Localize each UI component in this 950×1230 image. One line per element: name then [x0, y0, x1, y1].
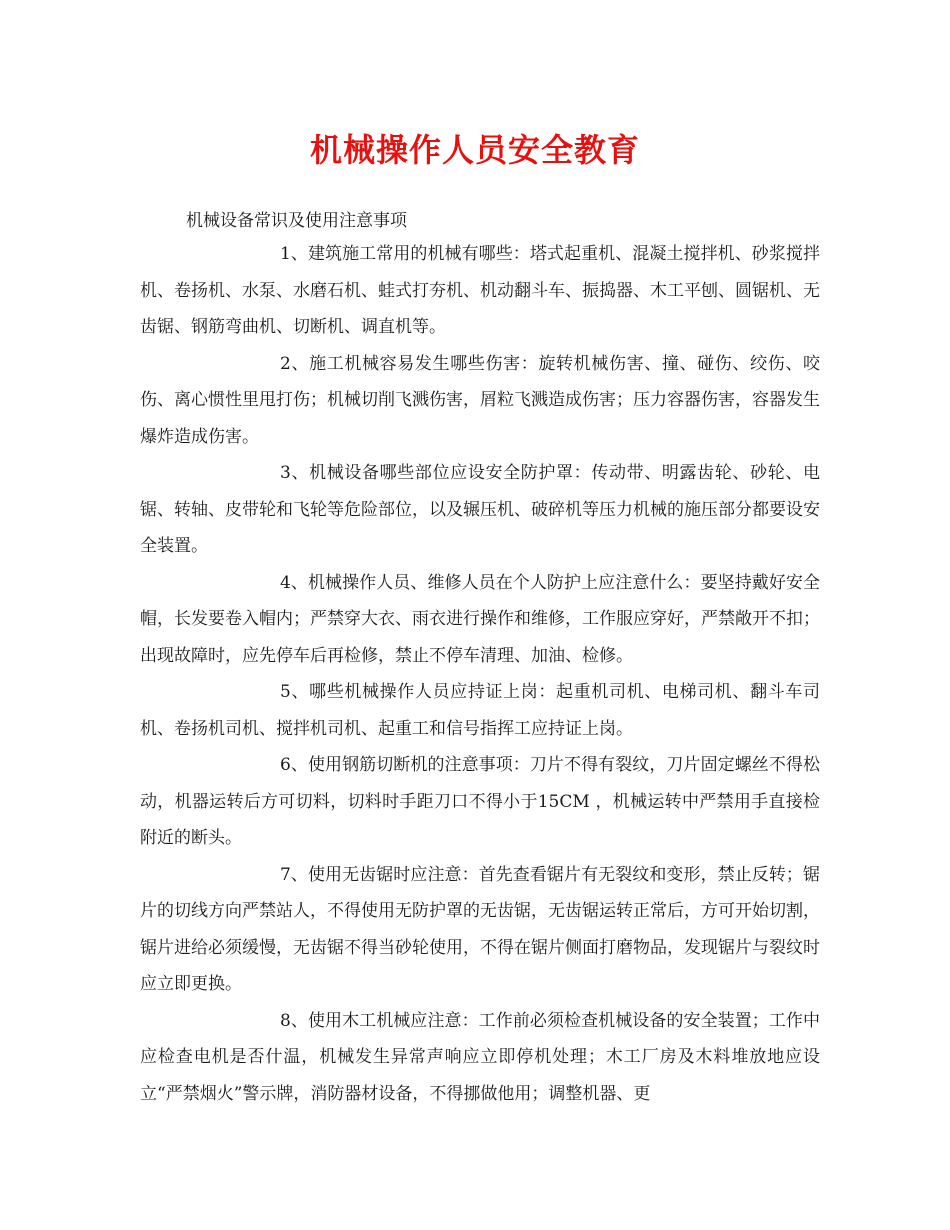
- paragraph-3: 3、机械设备哪些部位应设安全防护罩：传动带、明露齿轮、砂轮、电锯、转轴、皮带轮和飞轮等危险部位，以及辗压机、破碎机等压力机械的施压部分都要设安全装置。: [140, 463, 820, 556]
- section-heading: 机械设备常识及使用注意事项: [186, 211, 407, 231]
- paragraph-6: 6、使用钢筋切断机的注意事项：刀片不得有裂纹，刀片固定螺丝不得松动，机器运转后方可切料，切料时手距刀口不得小于15CM ，机械运转中严禁用手直接检附近的断头。: [140, 755, 820, 848]
- paragraph-2: 2、施工机械容易发生哪些伤害：旋转机械伤害、撞、碰伤、绞伤、咬伤、离心惯性里甩打伤；机械切削飞溅伤害，屑粒飞溅造成伤害；压力容器伤害，容器发生爆炸造成伤害。: [140, 353, 820, 447]
- paragraph-7: 7、使用无齿锯时应注意：首先查看锯片有无裂纹和变形，禁止反转；锯片的切线方向严禁站人，不得使用无防护罩的无齿锯，无齿锯运转正常后，方可开始切割，锯片进给必须缓慢，无齿锯不得当砂轮使用，不得在锯片侧面打磨物品，发现锯片与裂纹时应立即更换。: [140, 864, 820, 994]
- document-title: 机械操作人员安全教育: [309, 131, 640, 169]
- paragraph-1: 1、建筑施工常用的机械有哪些：塔式起重机、混凝土搅拌机、砂浆搅拌机、卷扬机、水泵、水磨石机、蛙式打夯机、机动翻斗车、振捣器、木工平刨、圆锯机、无齿锯、钢筋弯曲机、切断机、调直机等。: [140, 244, 820, 337]
- paragraph-4: 4、机械操作人员、维修人员在个人防护上应注意什么：要坚持戴好安全帽，长发要卷入帽内；严禁穿大衣、雨衣进行操作和维修，工作服应穿好，严禁敞开不扣；出现故障时，应先停车后再检修，禁止不停车清理、加油、检修。: [140, 572, 820, 666]
- paragraph-8: 8、使用木工机械应注意：工作前必须检查机械设备的安全装置；工作中应检查电机是否什温，机械发生异常声响应立即停机处理；木工厂房及木料堆放地应设立“严禁烟火”警示牌，消防器材设备，不得挪做他用；调整机器、更: [140, 1010, 820, 1104]
- document-body: [140, 236, 820, 1112]
- paragraph-5: 5、哪些机械操作人员应持证上岗：起重机司机、电梯司机、翻斗车司机、卷扬机司机、搅拌机司机、起重工和信号指挥工应持证上岗。: [140, 682, 820, 739]
